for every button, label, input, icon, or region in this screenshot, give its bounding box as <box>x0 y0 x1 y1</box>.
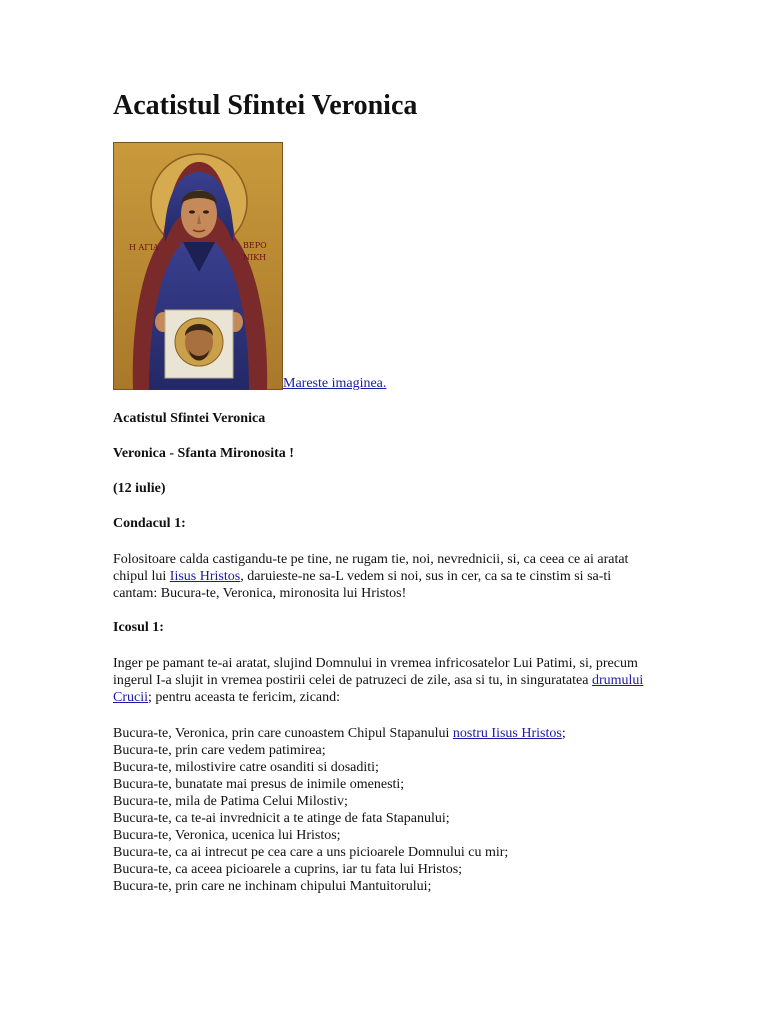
subheading: Veronica - Sfanta Mironosita ! <box>113 446 294 461</box>
hail-line: Bucura-te, ca aceea picioarele a cuprins, iar tu fata lui Hristos; <box>113 862 463 877</box>
saint-veronica-icon-image[interactable] <box>113 142 283 390</box>
icon-inscription-left: Η ΑΓΙΑ <box>129 243 159 252</box>
hail-line: Bucura-te, Veronica, ucenica lui Hristos; <box>113 828 341 843</box>
svg-text:ΒΕΡΟ: ΒΕΡΟ <box>243 241 267 250</box>
enlarge-image-link[interactable]: Mareste imaginea. <box>283 376 387 391</box>
svg-text:ΝΙΚΗ: ΝΙΚΗ <box>243 253 267 262</box>
hail-line: Bucura-te, bunatate mai presus de inimile omenesti; <box>113 777 405 792</box>
hail-list <box>113 725 658 895</box>
page-title: Acatistul Sfintei Veronica <box>113 90 418 121</box>
icos-title: Icosul 1: <box>113 620 164 635</box>
icon-painting <box>113 142 283 390</box>
hail-line: Bucura-te, Veronica, prin care cunoastem Chipul Stapanului nostru Iisus Hristos; <box>113 726 566 741</box>
feast-date: (12 iulie) <box>113 481 166 496</box>
hail-line: Bucura-te, milostivire catre osanditi si dosaditi; <box>113 760 379 775</box>
hail-line: Bucura-te, prin care vedem patimirea; <box>113 743 326 758</box>
icos-text: Inger pe pamant te-ai aratat, slujind Domnului in vremea infricosatelor Lui Patimi, si, precum ingerul I-a slujit in vremea postirii celei de patruzeci de zile, asa si tu, in singuratatea drumului Crucii; pentru aceasta te fericim, zicand: <box>113 656 644 705</box>
hail-line: Bucura-te, ca te-ai invrednicit a te atinge de fata Stapanului; <box>113 811 450 826</box>
hail-line: Bucura-te, mila de Patima Celui Milostiv; <box>113 794 348 809</box>
drumului-crucii-link[interactable]: drumului Crucii <box>113 673 644 705</box>
section-heading: Acatistul Sfintei Veronica <box>113 411 266 426</box>
iisus-hristos-link[interactable]: Iisus Hristos <box>169 569 241 584</box>
hail-line: Bucura-te, prin care ne inchinam chipului Mantuitorului; <box>113 879 432 894</box>
condac-title: Condacul 1: <box>113 516 186 531</box>
hail-line: Bucura-te, ca ai intrecut pe cea care a uns picioarele Domnului cu mir; <box>113 845 509 860</box>
condac-text: Folositoare calda castigandu-te pe tine, ne rugam tie, noi, nevrednicii, si, ca ceea ce ai aratat chipul lui Iisus Hristos, daruieste-ne sa-L vedem si noi, sus in cer, ca sa te cinstim si sa-ti cantam: Bucura-te, Veronica, mironosita lui Hristos! <box>113 552 629 601</box>
nostru-iisus-hristos-link[interactable]: nostru Iisus Hristos <box>452 726 562 741</box>
